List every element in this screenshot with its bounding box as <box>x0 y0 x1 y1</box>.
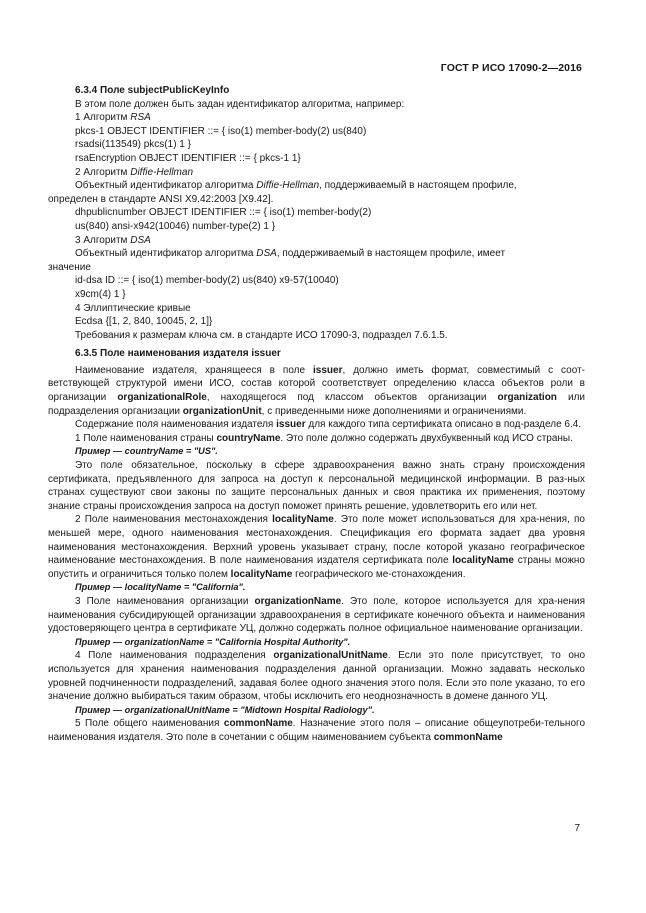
example-locality: Пример — localityName = "California". <box>75 582 246 593</box>
s635-para-1: Наименование издателя, хранящееся в поле issuer, должно иметь формат, совместимый с соот-ветствующей структурой имени ИСО, состав которой соответствует определению класса объектов роли в организации organizationalRole, находящегося под классом объектов организации organization или подразделения организации organizationUnit, с приведенными ниже дополнениями и ограничениями. <box>48 364 585 417</box>
s634-alg2: 2 Алгоритм Diffie-Hellman <box>75 166 194 178</box>
s635-para-organization: 3 Поле наименования организации organizationName. Это поле, которое используется для хра-нения наименования субсидирующей организации здравоохранения в сертификате конечного объекта и наименования удостоверяющего центра в сертификате УЦ, должно содержать полное официальное наименование организации. <box>48 595 585 635</box>
s635-para-unit: 4 Поле наименования подразделения organizationalUnitName. Если это поле присутствует, то оно используется для хранения наименования подразделения данной организации. Можно задавать несколько уровней подчиненности подразделений, задавая более одного значения этого поля. Если это поле указано, то его значение должно выбираться таким образом, чтобы исключить его неоднозначность в домене данного УЦ. <box>48 650 585 703</box>
s634-dsa-description-cont: значение <box>48 261 91 273</box>
s634-dh-line2: us(840) ansi-x942(10046) number-type(2) 1 } <box>75 220 276 232</box>
s634-ec-line1: Ecdsa {[1, 2, 840, 10045, 2, 1]} <box>75 316 213 328</box>
s634-alg3: 3 Алгоритм DSA <box>75 234 151 246</box>
s634-alg4: 4 Эллиптические кривые <box>75 302 191 314</box>
s634-intro: В этом поле должен быть задан идентификатор алгоритма, например: <box>75 98 405 110</box>
example-organization: Пример — organizationName = "California Hospital Authority". <box>75 636 351 647</box>
s634-alg1: 1 Алгоритм RSA <box>75 112 151 124</box>
example-country: Пример — countryName = "US". <box>75 446 218 457</box>
s635-para-country-note: Это поле обязательное, поскольку в сфере здравоохранения важно знать страну происхождения сертификата, предъявленного для запроса на доступ к персональной медицинской информации. В раз-ных странах существуют свои законы по защите персональных данных и своя практика их применения, поэтому знание страны происхождения запроса на доступ поможет принять решение, удовлетворить его или нет. <box>48 460 585 512</box>
s634-rsa-line1: pkcs-1 OBJECT IDENTIFIER ::= { iso(1) member-body(2) us(840) <box>75 125 367 137</box>
s634-key-requirements: Требования к размерам ключа см. в стандарте ИСО 17090-3, подраздел 7.6.1.5. <box>75 329 448 341</box>
s634-dh-description-cont: определен в стандарте ANSI X9.42:2003 [X9.42]. <box>48 193 274 205</box>
section-6-3-5-title: 6.3.5 Поле наименования издателя issuer <box>75 348 281 360</box>
s634-dh-line1: dhpublicnumber OBJECT IDENTIFIER ::= { iso(1) member-body(2) <box>75 207 372 219</box>
document-header: ГОСТ Р ИСО 17090-2—2016 <box>440 62 582 74</box>
s635-para-2: Содержание поля наименования издателя issuer для каждого типа сертификата описано в под-разделе 6.4. <box>75 419 582 431</box>
s634-dsa-description: Объектный идентификатор алгоритма DSA, поддерживаемый в настоящем профиле, имеет <box>75 248 506 260</box>
s634-dh-description: Объектный идентификатор алгоритма Diffie-Hellman, поддерживаемый в настоящем профиле, <box>75 180 517 192</box>
section-6-3-4-title: 6.3.4 Поле subjectPublicKeyInfo <box>75 85 230 96</box>
s635-para-common-name: 5 Поле общего наименования commonName. Назначение этого поля – описание общеупотреби-тельного наименования издателя. Это поле в сочетании с общим наименованием субъекта commonName <box>48 718 586 743</box>
page-number: 7 <box>574 823 580 834</box>
s635-para-country: 1 Поле наименования страны countryName. Это поле должно содержать двухбуквенный код ИСО страны. <box>75 432 573 444</box>
s634-rsa-line3: rsaEncryption OBJECT IDENTIFIER ::= { pkcs-1 1} <box>75 152 301 164</box>
s635-para-locality: 2 Поле наименования местонахождения localityName. Это поле может использоваться для хра-нения, по меньшей мере, одного наименования местонахождения. Спецификация его формата задает два уровня наименования местонахождения. Верхний уровень указывает страну, после которой указано географическое наименование местонахождения. В поле наименования издателя сертификата поле localityName страны можно опустить и ограничиться только полем localityName географического ме-стонахождения. <box>48 514 585 580</box>
s634-dsa-line1: id-dsa ID ::= { iso(1) member-body(2) us(840) x9-57(10040) <box>75 275 339 287</box>
s634-rsa-line2: rsadsi(113549) pkcs(1) 1 } <box>75 139 191 151</box>
document-body <box>48 84 586 745</box>
example-unit: Пример — organizationalUnitName = "Midtown Hospital Radiology". <box>75 704 375 715</box>
s634-dsa-line2: x9cm(4) 1 } <box>75 288 126 300</box>
